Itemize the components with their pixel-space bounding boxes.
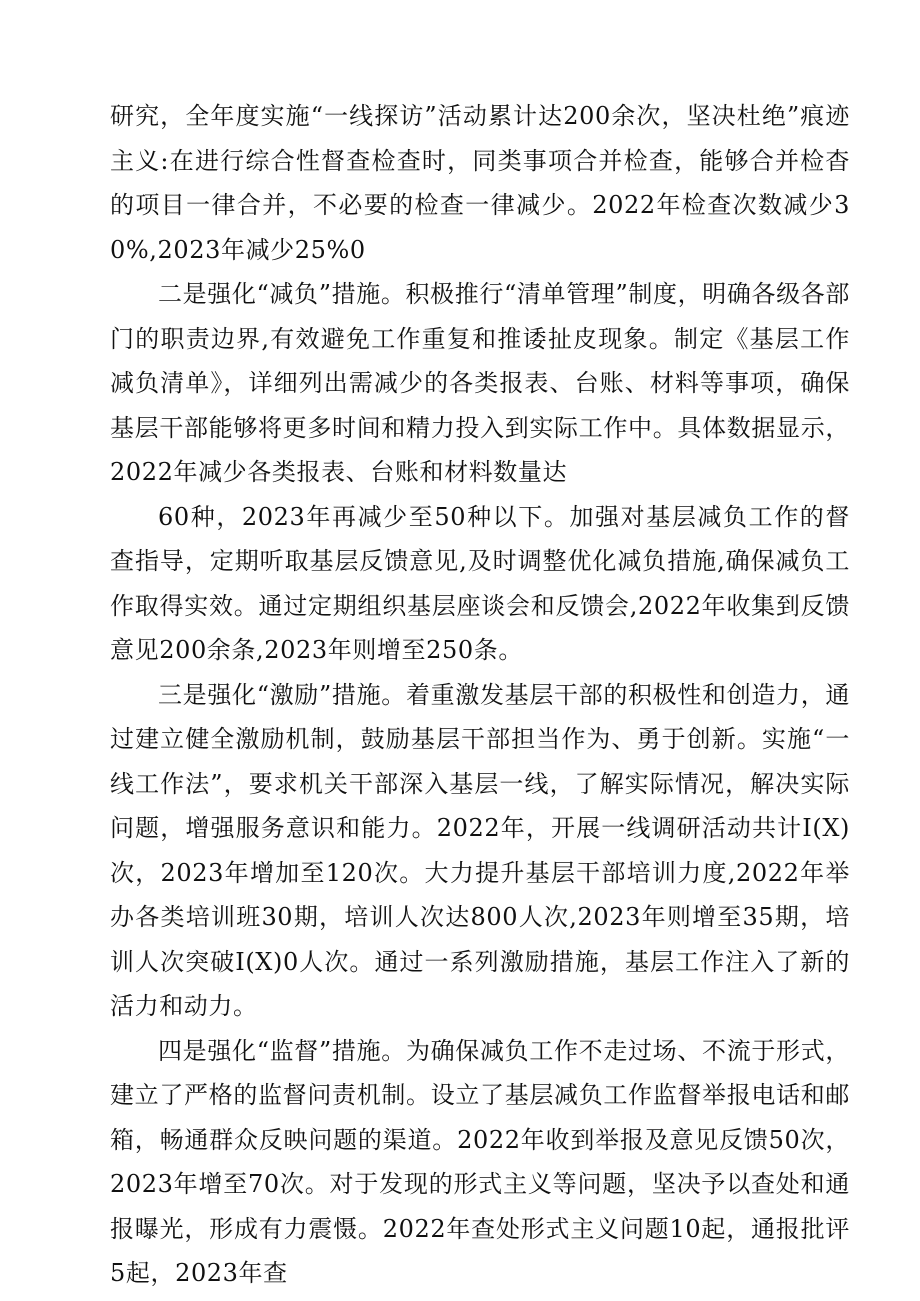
paragraph-supervision: 四是强化“监督”措施。为确保减负工作不走过场、不流于形式，建立了严格的监督问责机制。设立了基层减负工作监督举报电话和邮箱，畅通群众反映问题的渠道。2022年收到举报及意见反馈50次，2023年增至70次。对于发现的形式主义等问题，坚决予以查处和通报曝光，形成有力震慑。2022年查处形式主义问题10起，通报批评5起，2023年查 — [110, 1036, 850, 1287]
paragraph-continuation-inspection: 研究，全年度实施“一线探访”活动累计达200余次，坚决杜绝”痕迹主义:在进行综合性督查检查时，同类事项合并检查，能够合并检杳的项目一律合并，不必要的检查一律减少。2022年检查次数减少30%,2023年减少25%0 — [110, 102, 850, 264]
paragraph-incentive: 三是强化“激励”措施。着重激发基层干部的积极性和创造力，通过建立健全激励机制，鼓励基层干部担当作为、勇于创新。实施“一线工作法”，要求机关干部深入基层一线，了解实际情况，解决实际问题，增强服务意识和能力。2022年，开展一线调研活动共计I(X)次，2023年增加至120次。大力提升基层干部培训力度,2022年举办各类培训班30期，培训人次达800人次,2023年则增至35期，培训人次突破I(X)0人次。通过一系列激励措施，基层工作注入了新的活力和动力。 — [110, 680, 850, 1020]
paragraph-burden-reduction: 二是强化“减负”措施。积极推行“清单管理”制度，明确各级各部门的职责边界,有效避免工作重复和推诿扯皮现象。制定《基层工作减负清单》，详细列出需减少的各类报表、台账、材料等事项，确保基层干部能够将更多时间和精力投入到实际工作中。具体数据显示，2022年减少各类报表、台账和材料数量达 — [110, 280, 850, 486]
paragraph-burden-reduction-data: 60种，2023年再减少至50种以下。加强对基层减负工作的督查指导，定期听取基层反馈意见,及时调整优化减负措施,确保减负工作取得实效。通过定期组织基层座谈会和反馈会,2022年收集到反馈意见200余条,2023年则增至250条。 — [110, 502, 850, 664]
